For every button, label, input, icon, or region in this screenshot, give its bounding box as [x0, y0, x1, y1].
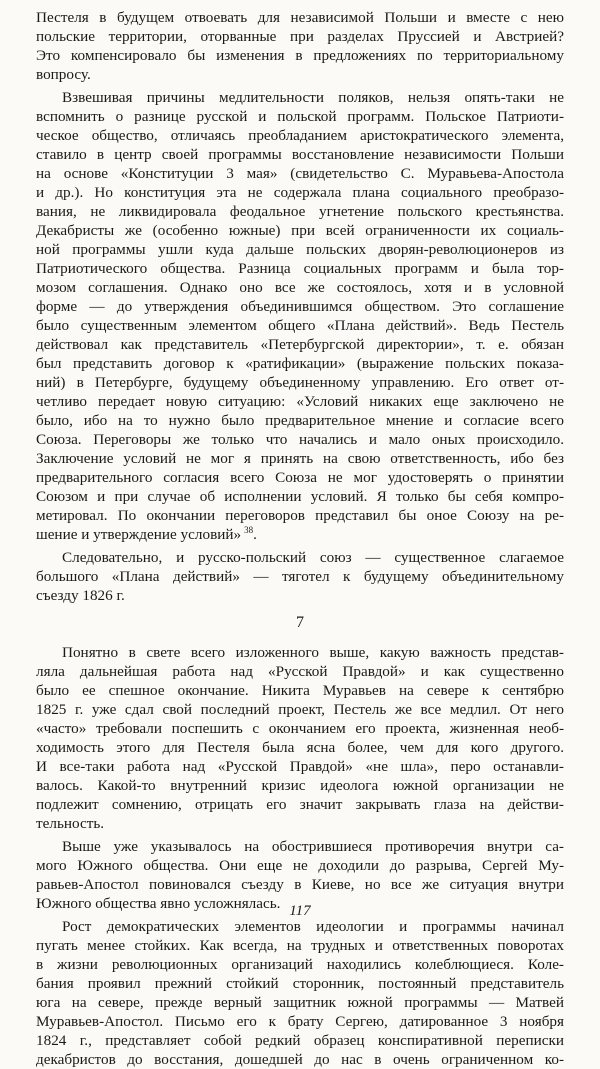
quote-end-text: шение и утверждение условий»: [36, 526, 242, 543]
text-line: Союза. Переговоры же только что начались и мало оных происходило.: [36, 431, 564, 448]
text-line: юга на севере, прежде верный защитник южной программы — Матвей: [36, 994, 564, 1011]
text-line: валось. Какой-то внутренний кризис идеолога южной организации не: [36, 777, 564, 794]
text-line: на основе «Конституции 3 мая» (свидетельство С. Муравьева-Апостола: [36, 165, 564, 182]
text-line: [36, 525, 564, 544]
text-line: подлежит сомнению, отрицать его значит закрывать глаза на действи-: [36, 796, 564, 813]
text-line: мого Южного общества. Они еще не доходили до разрыва, Сергей Му-: [36, 857, 564, 874]
text-line: Следовательно, и русско-польский союз — существенное слагаемое: [62, 549, 564, 566]
text-line: ний) в Петербурге, будущему объединенному управлению. Его ответ от-: [36, 374, 564, 391]
text-line: форме — до утверждения объединившимся обществом. Это соглашение: [36, 298, 564, 315]
text-line: ставило в центр своей программы восстановление независимости Польши: [36, 146, 564, 163]
paragraph-4: [36, 643, 564, 833]
text-line: Это компенсировало бы изменения в предложениях по территориальному: [36, 47, 564, 64]
text-line: Взвешивая причины медлительности поляков, нельзя опять-таки не: [62, 89, 564, 106]
text-line: Патриотического общества. Разница социальных программ и была тор-: [36, 260, 564, 277]
text-line: декабристов до восстания, дошедшей до нас в очень ограниченном ко-: [36, 1051, 564, 1068]
text-line: было ее спешное окончание. Никита Муравьев на севере к сентябрю: [36, 682, 564, 699]
text-line: в жизни революционных организаций находились колеблющиеся. Коле-: [36, 956, 564, 973]
text-line: и др.). Но конституция эта не содержала плана социального преобразо-: [36, 184, 564, 201]
text-line: Понятно в свете всего изложенного выше, какую важность представ-: [62, 644, 564, 661]
text-line: большого «Плана действий» — тяготел к будущему объединительному: [36, 568, 564, 585]
text-line: вспомнить о разнице русской и польской программ. Польское Патриоти-: [36, 108, 564, 125]
text-line: съезду 1826 г.: [36, 587, 125, 604]
text-line: Муравьев-Апостол. Письмо его к брату Сергею, датированное 3 ноября: [36, 1013, 564, 1030]
text-line: Рост демократических элементов идеологии и программы начинал: [62, 918, 564, 935]
text-line: Выше уже указывалось на обострившиеся противоречия внутри са-: [62, 838, 564, 855]
text-line: бания проявил прежний стойкий сторонник, постоянный представитель: [36, 975, 564, 992]
text-line: предварительного согласия всего Союза не мог удостоверять о принятии: [36, 469, 564, 486]
paragraph-1: [36, 8, 564, 84]
text-line: вания, не ликвидировала феодальное угнетение польского крестьянства.: [36, 203, 564, 220]
text-line: Заключение условий не мог я принять на свою ответственность, ибо без: [36, 450, 564, 467]
text-line: вопросу.: [36, 66, 91, 83]
text-line: Союзом и при случае об исполнении условий. Я только бы себя компро-: [36, 488, 564, 505]
section-number: 7: [296, 614, 304, 631]
text-line: ляла дальнейшая работа над «Русской Правдой» и как существенно: [36, 663, 564, 680]
text-line: ческое общество, отличаясь преобладанием аристократического элемента,: [36, 127, 564, 144]
text-line: было существенным элементом общего «Плана действий». Ведь Пестель: [36, 317, 564, 334]
text-line: Южного общества явно усложнялась.: [36, 895, 281, 912]
text-line: Декабристы же (особенно южные) при всей ограниченности их социаль-: [36, 222, 564, 239]
sentence-end: .: [253, 526, 257, 543]
paragraph-3: [36, 548, 564, 605]
text-line: ходимость этого для Пестеля была ясна более, чем для кого другого.: [36, 739, 564, 756]
text-line: метировал. По окончании переговоров представил бы оное Союзу на ре-: [36, 507, 564, 524]
text-line: четливо передает новую ситуацию: «Условий никаких еще заключено не: [36, 393, 564, 410]
text-line: 1824 г., представляет собой редкий образец конспиративной переписки: [36, 1032, 564, 1049]
text-line: тельность.: [36, 815, 105, 832]
text-line: 1825 г. уже сдал свой последний проект, Пестель же все медлил. От него: [36, 701, 564, 718]
footnote-ref[interactable]: 38: [244, 525, 254, 535]
text-line: И все-таки работа над «Русской Правдой» «не шла», перо останавли-: [36, 758, 564, 775]
text-line: ной программы ушли куда дальше польских дворян-революционеров из: [36, 241, 564, 258]
paragraph-5: [36, 837, 564, 913]
text-line: был представить договор к «ратификации» (выражение польских показа-: [36, 355, 564, 372]
text-line: «часто» требовали поспешить с окончанием его проекта, жизненная необ-: [36, 720, 564, 737]
text-line: польские территории, оторванные при разделах Пруссией и Австрией?: [36, 28, 564, 45]
text-line: пугать менее стойких. Как всегда, на трудных и ответственных поворотах: [36, 937, 564, 954]
page-number: 117: [289, 903, 311, 919]
text-line: мозом соглашения. Однако оно все же состоялось, хотя и в условной: [36, 279, 564, 296]
text-line: было, ибо на то нужно было предварительное мнение и согласие всего: [36, 412, 564, 429]
text-line: действовал как представитель «Петербургской директории», т. е. обязан: [36, 336, 564, 353]
text-line: равьев-Апостол повиновался съезду в Киеве, но все же ситуация внутри: [36, 876, 564, 893]
paragraph-2: [36, 88, 564, 544]
text-line: Пестеля в будущем отвоевать для независимой Польши и вместе с нею: [36, 9, 564, 26]
